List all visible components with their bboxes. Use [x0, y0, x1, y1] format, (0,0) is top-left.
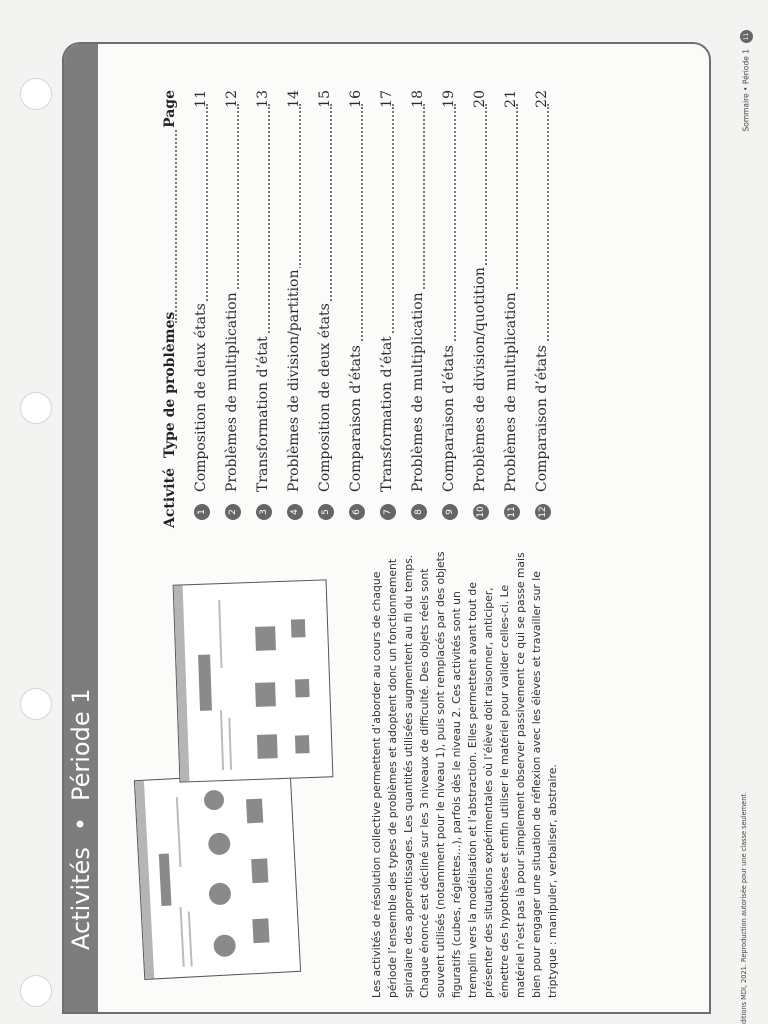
toc-row	[217, 42, 248, 528]
toc-problem-type: Composition de deux états	[193, 303, 209, 492]
activity-number-badge: 4	[287, 504, 303, 520]
toc-page-number: 14	[286, 90, 302, 108]
toc-row	[279, 42, 310, 528]
toc-page-number: 12	[224, 90, 240, 108]
activity-number-badge: 5	[318, 504, 334, 520]
title-bar	[64, 44, 98, 1012]
toc-page-number: 13	[255, 90, 271, 108]
toc-problem-type: Problèmes de multiplication	[224, 292, 240, 492]
toc-problem-type: Comparaison d’états	[441, 345, 457, 492]
toc-header-activity: Activité	[162, 468, 178, 528]
activity-number-badge: 8	[411, 504, 427, 520]
toc-row	[186, 42, 217, 528]
activity-number-badge: 9	[442, 504, 458, 520]
toc-problem-type: Comparaison d’états	[534, 345, 550, 492]
activity-number-badge: 11	[504, 504, 520, 520]
toc-problem-type: Comparaison d’états	[348, 345, 364, 492]
activity-number-badge: 6	[349, 504, 365, 520]
toc-row	[465, 42, 496, 528]
activity-thumbnail-2	[173, 579, 334, 782]
toc-header	[162, 42, 186, 528]
toc-problem-type: Problèmes de multiplication	[410, 292, 426, 492]
activity-number-badge: 10	[473, 504, 489, 520]
toc-page-number: 19	[441, 90, 457, 108]
title-separator: •	[67, 817, 95, 832]
activity-thumbnail-1	[134, 772, 301, 980]
title-activites: Activités	[67, 847, 95, 950]
toc-header-type: Type de problèmes	[162, 311, 178, 458]
table-of-contents	[162, 42, 558, 528]
toc-problem-type: Problèmes de multiplication	[503, 292, 519, 492]
toc-problem-type: Composition de deux états	[317, 303, 333, 492]
toc-problem-type: Problèmes de division/partition	[286, 269, 302, 492]
toc-page-number: 18	[410, 90, 426, 108]
activity-number-badge: 2	[225, 504, 241, 520]
title-periode: Période 1	[67, 688, 95, 802]
toc-row	[248, 42, 279, 528]
intro-paragraph: Les activités de résolution collective permettent d’aborder au cours de chaque période l’ensemble des types de problèmes et adoptent donc un fonctionnement spiralaire des apprentissages. Les quantités utilisées augmentent au fil du temps. Chaque énoncé est décliné sur les 3 niveaux de difficulté. Des objets réels sont souvent utilisés (notamment pour le niveau 1), puis sont remplacés par des objets figuratifs (cubes, réglettes…), parfois dès le niveau 2. Ces activités sont un tremplin vers la modélisation et l’abstraction. Elles permettent avant tout de présenter des situations expérimentales où l’élève doit raisonner, anticiper, émettre des hypothèses et enfin utiliser le matériel pour valider celles-ci. Le matériel n’est pas là pour simplement observer passivement ce qui se passe mais bien pour engager une situation de réflexion avec les élèves et travailler sur le triptyque : manipuler, verbaliser, abstraire.	[370, 551, 559, 998]
toc-page-number: 22	[534, 90, 550, 108]
toc-page-number: 11	[193, 90, 209, 108]
activity-number-badge: 3	[256, 504, 272, 520]
activity-number-badge: 12	[535, 504, 551, 520]
section-footer-label: Sommaire • Période 1	[741, 49, 751, 132]
toc-page-number: 17	[379, 90, 395, 108]
toc-problem-type: Transformation d’état	[255, 336, 271, 492]
toc-row	[434, 42, 465, 528]
section-footer	[740, 30, 753, 132]
toc-problem-type: Problèmes de division/quotition	[472, 267, 488, 492]
toc-page-number: 15	[317, 90, 333, 108]
activity-number-badge: 1	[194, 504, 210, 520]
toc-row	[496, 42, 527, 528]
toc-row	[372, 42, 403, 528]
toc-problem-type: Transformation d’état	[379, 336, 395, 492]
toc-header-page: Page	[162, 90, 178, 128]
toc-page-number: 21	[503, 90, 519, 108]
toc-row	[310, 42, 341, 528]
toc-row	[527, 42, 558, 528]
page-number-badge: 11	[740, 30, 753, 43]
copyright-footer: ditions MDI, 2021. Reproduction autorisée pour une classe seulement.	[740, 791, 748, 1024]
toc-page-number: 16	[348, 90, 364, 108]
toc-row	[403, 42, 434, 528]
toc-header-leader	[164, 130, 177, 323]
content-frame	[62, 42, 711, 1014]
toc-row	[341, 42, 372, 528]
activity-number-badge: 7	[380, 504, 396, 520]
toc-page-number: 20	[472, 90, 488, 108]
